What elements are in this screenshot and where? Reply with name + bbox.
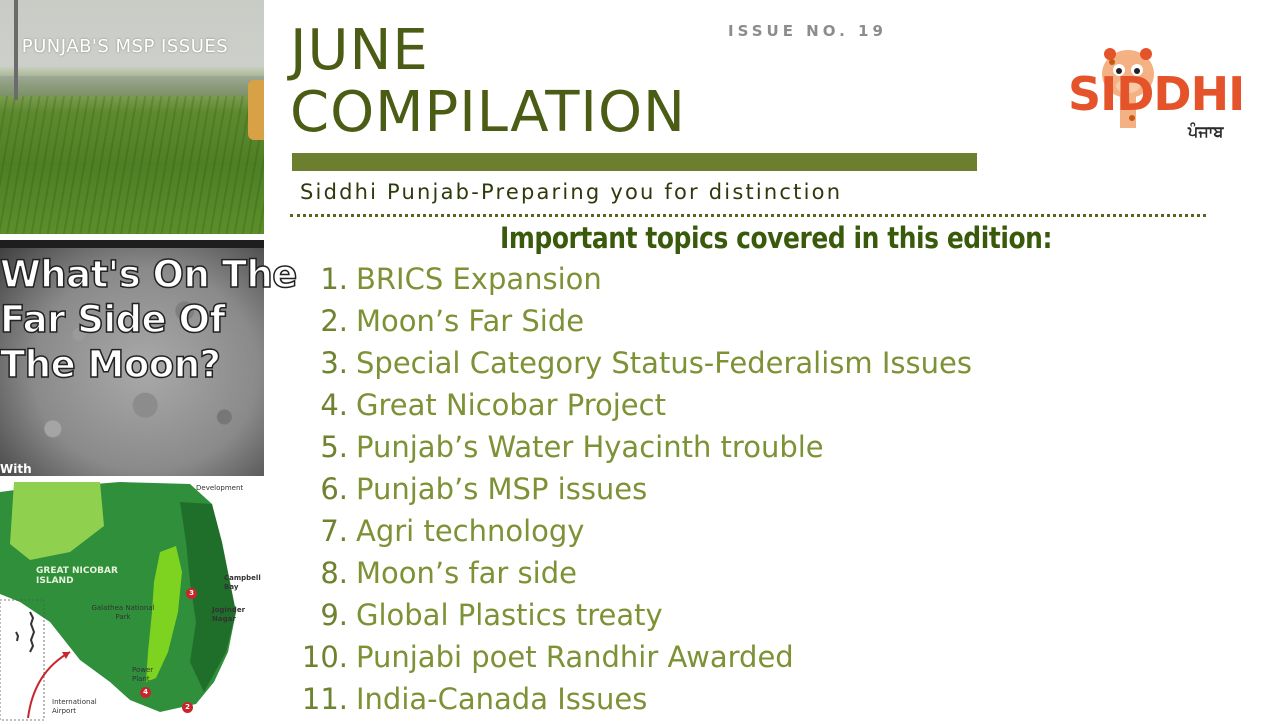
- topics-heading: Important topics covered in this edition:: [500, 221, 1053, 255]
- map-marker-3: 3: [186, 588, 197, 599]
- title-underline-bar: [292, 153, 977, 171]
- topic-text: Punjab’s Water Hyacinth trouble: [356, 430, 824, 464]
- wheat-field-image: [0, 0, 264, 234]
- topic-text: Great Nicobar Project: [356, 388, 666, 422]
- map-marker-2: 2: [182, 702, 193, 713]
- topic-number: 9.: [320, 598, 348, 632]
- topic-text: Moon’s far side: [356, 556, 577, 590]
- tagline: Siddhi Punjab-Preparing you for distinction: [300, 180, 843, 204]
- map-marker-4: 4: [140, 687, 151, 698]
- great-nicobar-map-image: [0, 482, 264, 720]
- topic-item-4: [296, 384, 972, 426]
- dotted-divider: [290, 214, 1206, 217]
- topic-number: 11.: [301, 682, 348, 716]
- topic-text: India-Canada Issues: [356, 682, 648, 716]
- topic-item-6: [296, 468, 972, 510]
- topic-item-5: [296, 426, 972, 468]
- island-map-graphic: [0, 482, 264, 720]
- moon-image: [0, 240, 297, 476]
- topic-text: Agri technology: [356, 514, 585, 548]
- map-label-development: Development: [196, 484, 244, 492]
- utility-pole: [14, 0, 18, 100]
- map-label-campbell: Campbell Bay: [224, 574, 261, 591]
- topic-item-7: [296, 510, 972, 552]
- topic-number: 8.: [320, 556, 348, 590]
- topic-number: 2.: [320, 304, 348, 338]
- farmer-figure: [248, 80, 264, 140]
- logo-wordmark: SIDDHI: [1068, 67, 1245, 121]
- topic-number: 5.: [320, 430, 348, 464]
- moon-image-subcaption: With: [0, 462, 32, 476]
- topic-number: 1.: [320, 262, 348, 296]
- page-title: [290, 20, 686, 144]
- topic-text: Punjab’s MSP issues: [356, 472, 648, 506]
- topic-item-9: [296, 594, 972, 636]
- siddhi-punjab-logo: [1064, 40, 1245, 150]
- field-image-caption: PUNJAB'S MSP ISSUES: [21, 36, 229, 57]
- topic-text: Moon’s Far Side: [356, 304, 585, 338]
- map-label-galathea: Galathea National Park: [91, 604, 155, 621]
- topic-number: 3.: [320, 346, 348, 380]
- topic-number: 7.: [320, 514, 348, 548]
- topic-text: Special Category Status-Federalism Issues: [356, 346, 972, 380]
- topic-text: BRICS Expansion: [356, 262, 602, 296]
- left-image-column: [0, 0, 297, 720]
- topic-item-10: [296, 636, 972, 678]
- topic-item-8: [296, 552, 972, 594]
- topic-number: 10.: [301, 640, 348, 674]
- title-line-2: COMPILATION: [290, 80, 686, 145]
- title-line-1: JUNE: [290, 18, 429, 83]
- topic-item-2: [296, 300, 972, 342]
- topic-item-3: [296, 342, 972, 384]
- logo-punjabi-text: ਪੰਜਾਬ: [1188, 122, 1224, 141]
- topic-item-11: [296, 678, 972, 720]
- map-label-airport: International Airport: [52, 698, 97, 715]
- topic-text: Punjabi poet Randhir Awarded: [356, 640, 794, 674]
- topic-number: 4.: [320, 388, 348, 422]
- moon-image-caption: What's On The Far Side Of The Moon?: [0, 253, 297, 386]
- map-label-power-plant: Power Plant: [132, 666, 154, 683]
- map-label-island: GREAT NICOBAR ISLAND: [36, 566, 118, 586]
- topics-list: [296, 258, 972, 720]
- topic-item-1: [296, 258, 972, 300]
- topic-text: Global Plastics treaty: [356, 598, 663, 632]
- topic-number: 6.: [320, 472, 348, 506]
- issue-number: ISSUE NO. 19: [728, 22, 887, 40]
- map-label-joginder: Joginder Nagar: [212, 606, 246, 623]
